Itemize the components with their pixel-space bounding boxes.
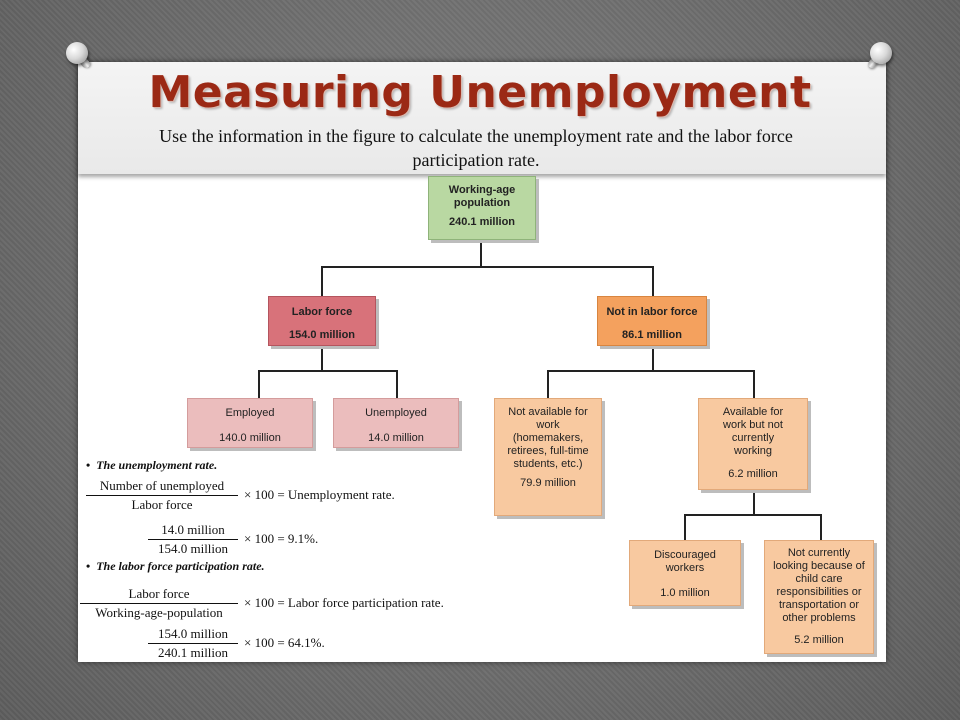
box-label: Available for work but not currently working (722, 406, 784, 457)
box-label: Labor force (291, 306, 353, 318)
connector-line (321, 346, 323, 370)
connector-line (652, 346, 654, 370)
connector-line (652, 266, 654, 296)
box-label: Employed (225, 407, 275, 419)
connector-line (547, 370, 755, 372)
labor-force-box (268, 296, 376, 346)
participation-rate-heading-text: The labor force participation rate. (96, 559, 265, 573)
box-value: 154.0 million (288, 329, 356, 341)
fraction-numerator: 154.0 million (148, 626, 238, 644)
box-label: Unemployed (365, 407, 427, 419)
box-value: 6.2 million (728, 468, 778, 480)
participation-fraction (80, 586, 238, 621)
available-box (698, 398, 808, 490)
bullet-icon: • (86, 458, 91, 472)
unemployment-calc-fraction (148, 522, 238, 557)
page-title: Measuring Unemployment (148, 67, 812, 118)
box-label: Not currently looking because of child care responsibilities or transportation or other problems (773, 547, 865, 624)
not-available-box (494, 398, 602, 516)
connector-line (547, 370, 549, 398)
connector-line (258, 370, 260, 398)
discouraged-workers-box (629, 540, 741, 606)
pin-left-icon (66, 42, 88, 64)
unemployment-result: × 100 = Unemployment rate. (244, 487, 395, 502)
fraction-denominator: Labor force (131, 497, 193, 512)
participation-result: × 100 = Labor force participation rate. (244, 595, 444, 610)
connector-line (258, 370, 398, 372)
fraction-numerator: Number of unemployed (86, 478, 238, 496)
employed-box (187, 398, 313, 448)
fraction-denominator: 240.1 million (157, 645, 229, 660)
box-value: 240.1 million (448, 216, 516, 228)
pin-right-icon (870, 42, 892, 64)
not-in-labor-force-box (597, 296, 707, 346)
fraction-denominator: 154.0 million (157, 541, 229, 556)
connector-line (753, 370, 755, 398)
box-value: 14.0 million (368, 432, 424, 444)
connector-line (321, 266, 653, 268)
box-value: 5.2 million (794, 634, 844, 646)
unemployed-box (333, 398, 459, 448)
fraction-numerator: Labor force (80, 586, 238, 604)
fraction-denominator: Working-age-population (95, 605, 223, 620)
connector-line (480, 240, 482, 268)
working-age-population-box (428, 176, 536, 240)
box-label: Discouraged workers (654, 549, 716, 574)
participation-rate-heading (86, 559, 265, 574)
connector-line (820, 514, 822, 540)
connector-line (321, 266, 323, 296)
box-value: 79.9 million (520, 477, 576, 489)
participation-calc-result: × 100 = 64.1%. (244, 635, 325, 650)
connector-line (684, 514, 822, 516)
connector-line (396, 370, 398, 398)
participation-calc-fraction (148, 626, 238, 661)
fraction-numerator: 14.0 million (148, 522, 238, 540)
box-value: 86.1 million (622, 329, 682, 341)
unemployment-rate-heading-text: The unemployment rate. (96, 458, 218, 472)
connector-line (753, 490, 755, 514)
page-subtitle: Use the information in the figure to calculate the unemployment rate and the labor force participation rate. (159, 126, 793, 170)
not-currently-looking-box (764, 540, 874, 654)
unemployment-fraction (86, 478, 238, 513)
box-label: Not in labor force (606, 306, 698, 318)
bullet-icon: • (86, 559, 91, 573)
unemployment-calc-result: × 100 = 9.1%. (244, 531, 319, 546)
connector-line (684, 514, 686, 540)
box-label: Not available for work (homemakers, retirees, full-time students, etc.) (507, 406, 589, 470)
box-value: 140.0 million (219, 432, 281, 444)
box-label: Working-age population (448, 184, 516, 209)
box-value: 1.0 million (660, 587, 710, 599)
unemployment-rate-heading (86, 458, 217, 473)
